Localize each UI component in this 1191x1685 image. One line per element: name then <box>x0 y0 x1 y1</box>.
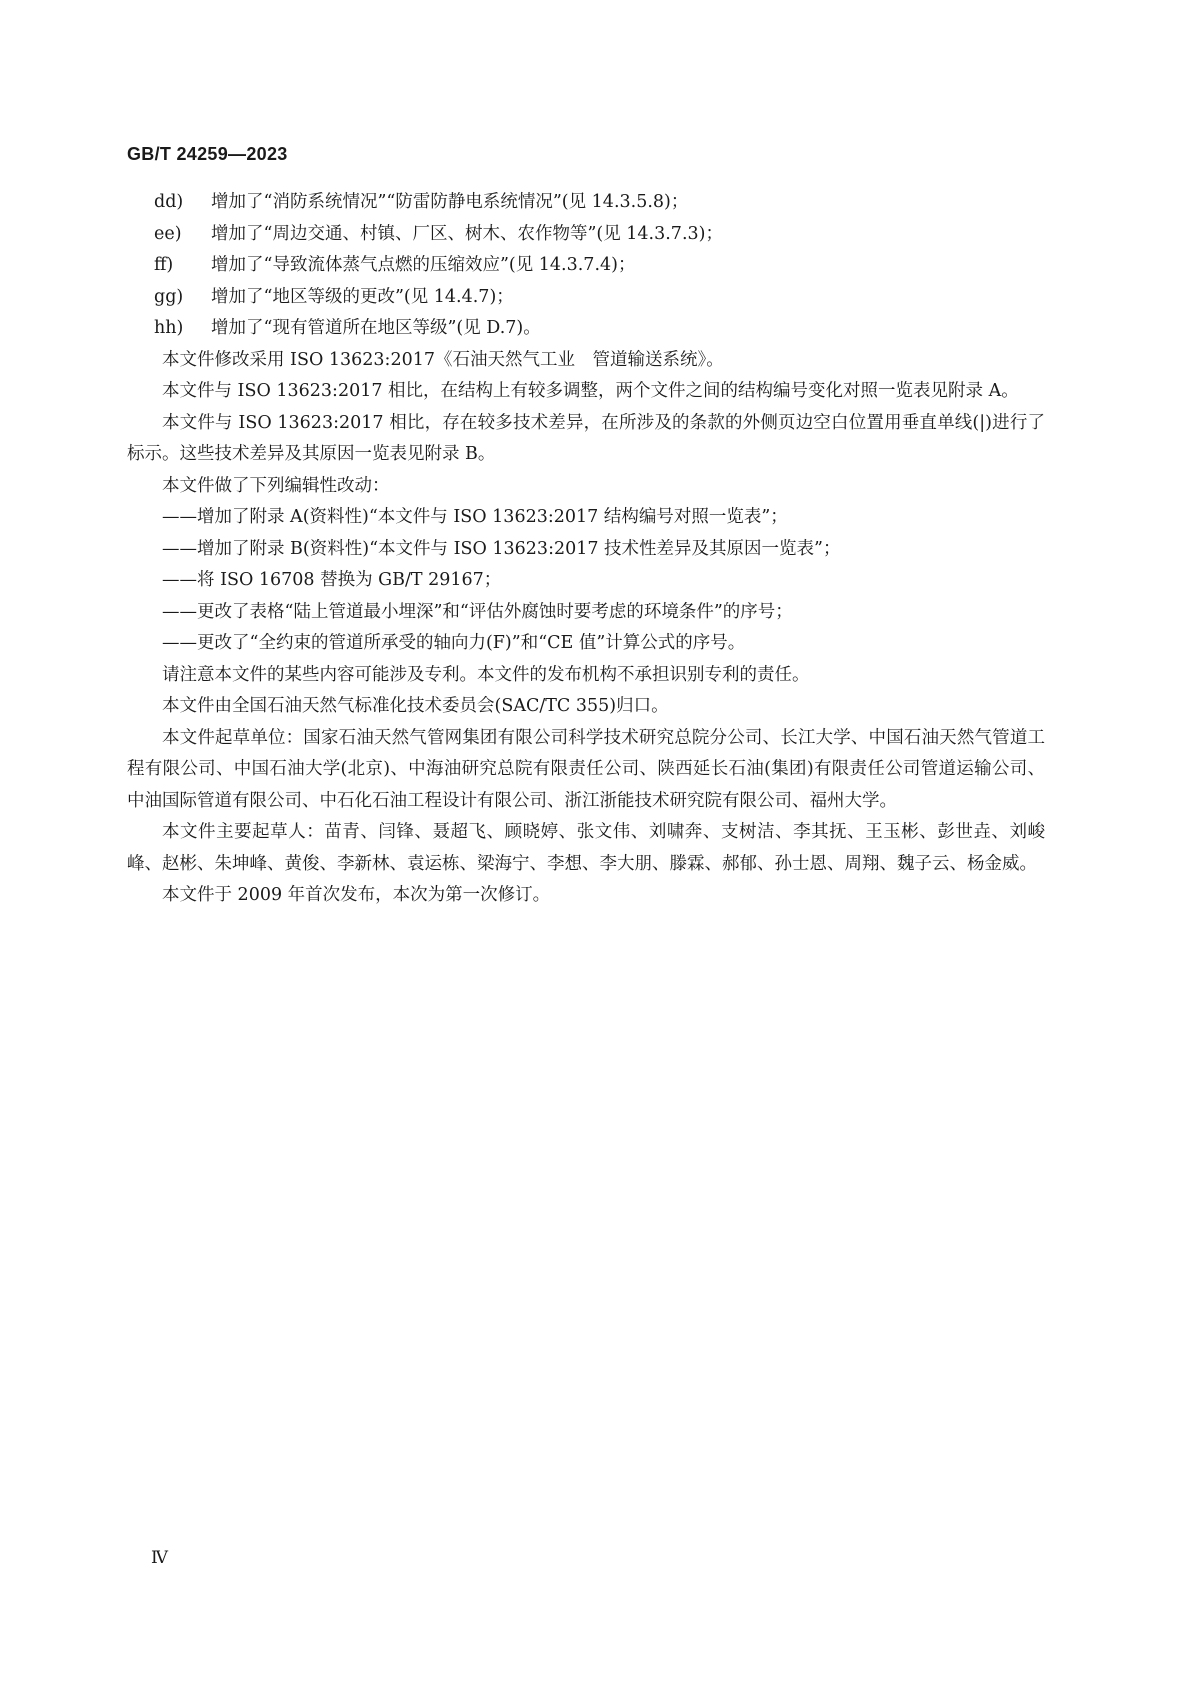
list-marker: hh) <box>154 318 184 338</box>
editorial-change-item: ——更改了“全约束的管道所承受的轴向力(F)”和“CE 值”计算公式的序号。 <box>162 633 746 653</box>
paragraph-history: 本文件于 2009 年首次发布，本次为第一次修订。 <box>162 885 551 905</box>
paragraph-technical-deviations: 本文件与 ISO 13623:2017 相比，存在较多技术差异，在所涉及的条款的外侧页边空白位置用垂直单线(|)进行了标示。这些技术差异及其原因一览表见附录 B。 <box>127 412 1045 464</box>
list-item <box>127 219 1045 251</box>
list-item <box>127 282 1045 314</box>
paragraph-editorial-intro: 本文件做了下列编辑性改动： <box>162 475 390 496</box>
paragraph-drafting-units: 本文件起草单位：国家石油天然气管网集团有限公司科学技术研究总院分公司、长江大学、中国石油天然气管道工程有限公司、中国石油大学(北京)、中海油研究总院有限责任公司、陕西延长石油(集团)有限责任公司管道运输公司、中油国际管道有限公司、中石化石油工程设计有限公司、浙江浙能技术研究院有限公司、福州大学。 <box>127 727 1045 811</box>
list-item <box>127 313 1045 345</box>
editorial-change-item: ——将 ISO 16708 替换为 GB/T 29167； <box>162 570 502 590</box>
list-text: 增加了“现有管道所在地区等级”(见 D.7)。 <box>211 318 541 338</box>
editorial-change-item: ——增加了附录 A(资料性)“本文件与 ISO 13623:2017 结构编号对照一览表”； <box>162 507 788 527</box>
paragraph-structure-changes: 本文件与 ISO 13623:2017 相比，在结构上有较多调整，两个文件之间的结构编号变化对照一览表见附录 A。 <box>162 381 1019 401</box>
document-code: GB/T 24259—2023 <box>127 144 288 164</box>
paragraph-drafters: 本文件主要起草人：苗青、闫锋、聂超飞、顾晓婷、张文伟、刘啸奔、支树洁、李其抚、王玉彬、彭世垚、刘峻峰、赵彬、朱坤峰、黄俊、李新林、袁运栋、梁海宁、李想、李大朋、滕霖、郝郁、孙士恩、周翔、魏子云、杨金威。 <box>127 822 1045 874</box>
list-text: 增加了“周边交通、村镇、厂区、树木、农作物等”(见 14.3.7.3)； <box>211 223 723 244</box>
list-marker: dd) <box>154 192 184 212</box>
editorial-change-item: ——增加了附录 B(资料性)“本文件与 ISO 13623:2017 技术性差异及其原因一览表”； <box>162 538 841 559</box>
page-number: Ⅳ <box>151 1548 168 1567</box>
editorial-change-item: ——更改了表格“陆上管道最小埋深”和“评估外腐蚀时要考虑的环境条件”的序号； <box>162 601 793 622</box>
list-marker: ff) <box>154 255 174 275</box>
paragraph-committee: 本文件由全国石油天然气标准化技术委员会(SAC/TC 355)归口。 <box>162 696 669 716</box>
list-marker: ee) <box>154 223 182 244</box>
list-item <box>127 250 1045 282</box>
paragraph-patent-notice: 请注意本文件的某些内容可能涉及专利。本文件的发布机构不承担识别专利的责任。 <box>162 664 810 685</box>
list-text: 增加了“地区等级的更改”(见 14.4.7)； <box>211 286 514 307</box>
list-text: 增加了“导致流体蒸气点燃的压缩效应”(见 14.3.7.4)； <box>211 255 636 275</box>
list-marker: gg) <box>154 286 184 307</box>
list-item <box>127 187 1045 219</box>
paragraph-adoption: 本文件修改采用 ISO 13623:2017《石油天然气工业 管道输送系统》。 <box>162 349 724 370</box>
list-text: 增加了“消防系统情况”“防雷防静电系统情况”(见 14.3.5.8)； <box>211 192 689 212</box>
foreword-body <box>127 187 1045 912</box>
